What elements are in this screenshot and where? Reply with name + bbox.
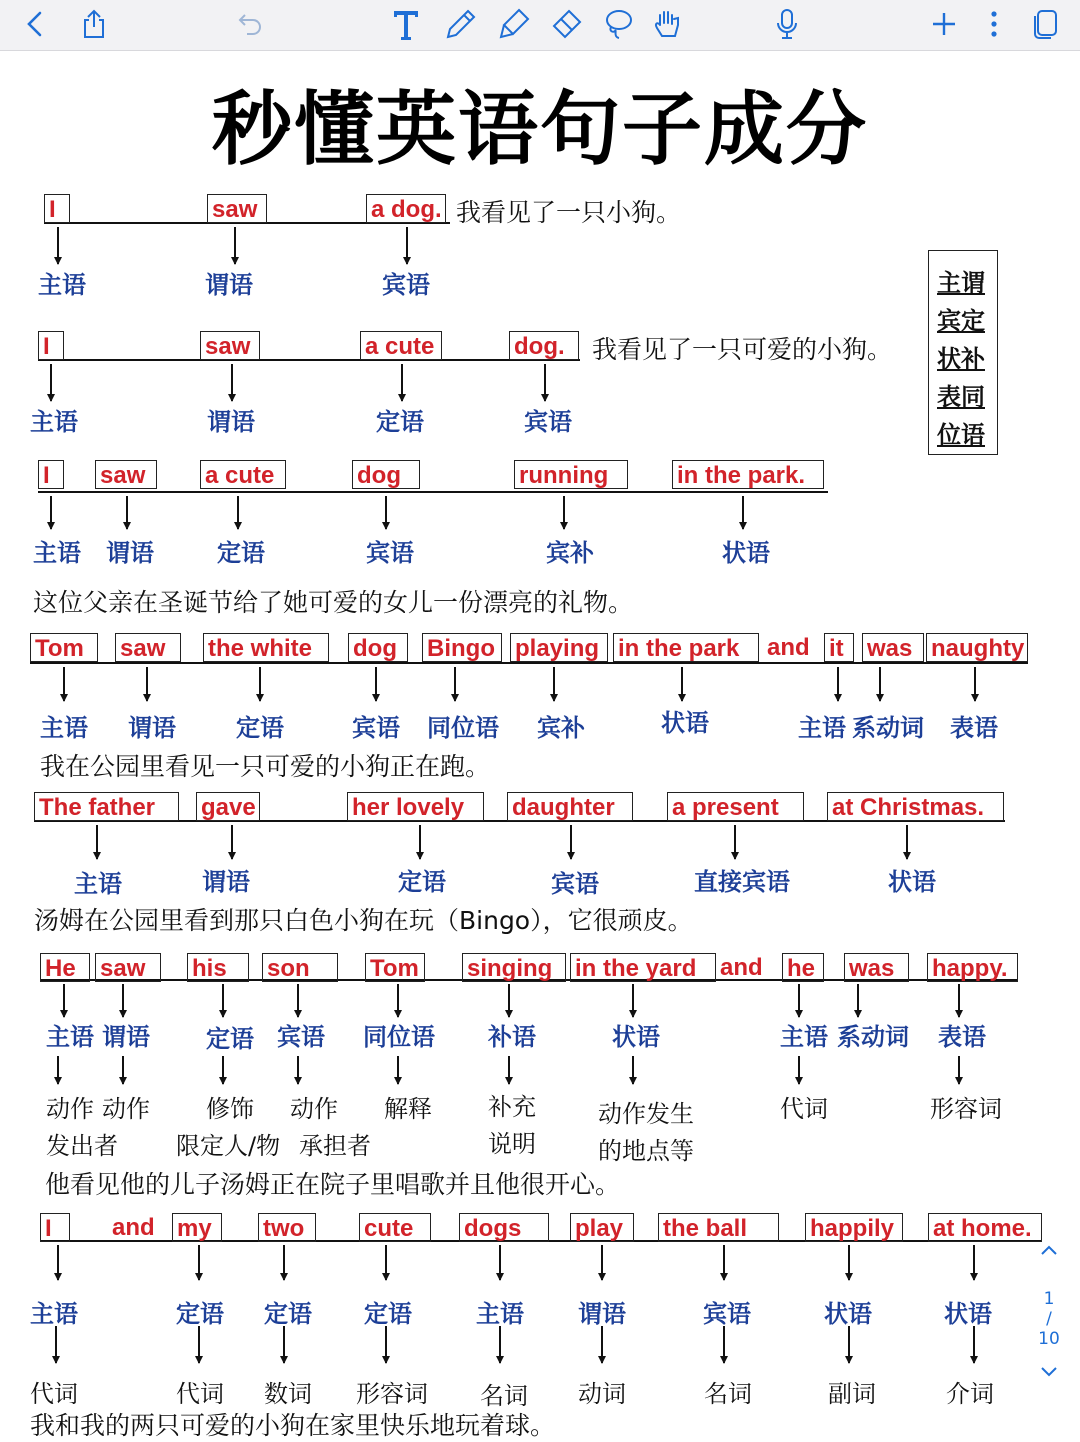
role-label: 主语 [38, 271, 86, 299]
word-box: my [172, 1213, 222, 1242]
word-box: dog [348, 633, 408, 662]
role-label: 定语 [217, 539, 265, 567]
word-text: and [767, 634, 810, 661]
pos-label: 名词 [480, 1382, 528, 1410]
translation: 我和我的两只可爱的小狗在家里快乐地玩着球。 [30, 1411, 556, 1440]
role-label: 主语 [798, 714, 846, 742]
note-label: 说明 [488, 1130, 536, 1158]
word-box: at Christmas. [827, 792, 1004, 821]
role-label: 宾语 [382, 271, 430, 299]
role-label: 补语 [488, 1023, 536, 1051]
role-label: 宾补 [537, 714, 585, 742]
role-label: 宾语 [703, 1300, 751, 1328]
translation: 我看见了一只可爱的小狗。 [592, 335, 893, 364]
word-box: at home. [928, 1213, 1042, 1242]
add-icon[interactable] [928, 4, 960, 44]
word-box: singing [462, 953, 566, 982]
page-title: 秒懂英语句子成分 [212, 82, 868, 176]
legend-item: 宾定 [937, 307, 985, 335]
note-label: 代词 [780, 1095, 828, 1123]
role-label: 谓语 [128, 714, 176, 742]
word-box: in the yard [570, 953, 716, 982]
word-box: was [862, 633, 924, 662]
word-text: and [720, 954, 763, 981]
role-label: 表语 [938, 1023, 986, 1051]
word-box: Bingo [422, 633, 502, 662]
role-label: 定语 [236, 714, 284, 742]
role-label: 状语 [661, 709, 709, 737]
role-label: 系动词 [837, 1023, 909, 1051]
note-label: 发出者 [46, 1132, 118, 1160]
role-label: 谓语 [202, 868, 250, 896]
note-label: 限定人/物 [176, 1132, 281, 1160]
word-box: in the park. [672, 460, 824, 489]
word-box: it [824, 633, 854, 662]
word-box: Tom [365, 953, 425, 982]
word-box: the ball [658, 1213, 779, 1242]
note-label: 动作 [290, 1095, 338, 1123]
role-label: 主语 [46, 1023, 94, 1051]
word-box: saw [95, 953, 161, 982]
word-box: dog. [509, 331, 579, 360]
role-label: 谓语 [205, 271, 253, 299]
legend-item: 位语 [937, 421, 985, 449]
role-label: 宾语 [277, 1023, 325, 1051]
role-label: 主语 [780, 1023, 828, 1051]
role-label: 主语 [30, 408, 78, 436]
text-tool-icon[interactable] [388, 4, 424, 44]
word-box: two [258, 1213, 316, 1242]
translation: 汤姆在公园里看到那只白色小狗在玩（Bingo），它很顽皮。 [34, 906, 693, 935]
note-label: 动作发生 [598, 1100, 694, 1128]
pos-label: 副词 [828, 1380, 876, 1408]
legend-item: 表同 [937, 383, 985, 411]
back-icon[interactable] [18, 4, 52, 44]
role-label: 谓语 [578, 1300, 626, 1328]
chevron-up-icon[interactable] [1034, 1241, 1064, 1267]
role-label: 状语 [888, 868, 936, 896]
translation: 这位父亲在圣诞节给了她可爱的女儿一份漂亮的礼物。 [33, 588, 634, 617]
role-label: 同位语 [363, 1023, 435, 1051]
word-box: was [844, 953, 909, 982]
page-separator: / [1046, 1309, 1052, 1329]
word-box: saw [207, 194, 267, 223]
pos-label: 代词 [176, 1380, 224, 1408]
word-box: cute [359, 1213, 431, 1242]
role-label: 表语 [950, 714, 998, 742]
pos-label: 名词 [704, 1380, 752, 1408]
role-label: 同位语 [427, 714, 499, 742]
role-label: 定语 [206, 1025, 254, 1053]
pos-label: 代词 [30, 1380, 78, 1408]
legend-box [928, 250, 998, 455]
role-label: 主语 [476, 1300, 524, 1328]
lasso-icon[interactable] [598, 4, 638, 44]
note-label: 的地点等 [598, 1137, 694, 1165]
role-label: 谓语 [207, 408, 255, 436]
word-text: and [112, 1214, 155, 1241]
role-label: 定语 [264, 1300, 312, 1328]
role-label: 定语 [176, 1300, 224, 1328]
note-label: 动作 [46, 1095, 94, 1123]
role-label: 状语 [824, 1300, 872, 1328]
more-icon[interactable] [982, 4, 1006, 44]
word-box: a cute [200, 460, 286, 489]
role-label: 谓语 [106, 539, 154, 567]
word-box: happily [805, 1213, 903, 1242]
pos-label: 形容词 [356, 1380, 428, 1408]
translation: 我看见了一只小狗。 [456, 198, 682, 227]
mic-icon[interactable] [770, 4, 804, 44]
top-toolbar [0, 0, 1080, 51]
role-label: 主语 [33, 539, 81, 567]
translation: 我在公园里看见一只可爱的小狗正在跑。 [40, 752, 491, 781]
role-label: 宾语 [524, 408, 572, 436]
role-label: 状语 [612, 1023, 660, 1051]
word-box: a dog. [366, 194, 446, 223]
word-box: I [44, 194, 70, 223]
chevron-down-icon[interactable] [1034, 1363, 1064, 1383]
note-label: 动作 [102, 1095, 150, 1123]
note-label: 承担者 [299, 1132, 371, 1160]
role-label: 定语 [376, 408, 424, 436]
word-box: running [514, 460, 628, 489]
word-box: I [38, 460, 64, 489]
note-label: 补充 [488, 1093, 536, 1121]
word-box: saw [115, 633, 181, 662]
role-label: 定语 [364, 1300, 412, 1328]
word-box: in the park [613, 633, 759, 662]
word-box: he [782, 953, 824, 982]
word-box: the white [203, 633, 329, 662]
word-box: naughty [926, 633, 1028, 662]
legend-item: 主谓 [937, 269, 985, 297]
word-box: her lovely [347, 792, 484, 821]
role-label: 直接宾语 [694, 868, 790, 896]
legend-item: 状补 [937, 345, 985, 373]
word-box: his [187, 953, 249, 982]
word-box: The father [34, 792, 179, 821]
page-indicator [1034, 1241, 1064, 1383]
highlighter-icon[interactable] [494, 4, 534, 44]
role-label: 主语 [74, 870, 122, 898]
word-box: I [38, 331, 64, 360]
role-label: 宾语 [551, 870, 599, 898]
page-total: 10 [1038, 1329, 1060, 1349]
translation: 他看见他的儿子汤姆正在院子里唱歌并且他很开心。 [45, 1170, 621, 1199]
pos-label: 介词 [946, 1380, 994, 1408]
note-label: 解释 [384, 1095, 432, 1123]
page-current: 1 [1043, 1289, 1055, 1309]
word-box: gave [196, 792, 260, 821]
word-box: playing [510, 633, 608, 662]
word-box: He [40, 953, 90, 982]
word-box: happy. [927, 953, 1018, 982]
pos-label: 数词 [264, 1380, 312, 1408]
pages-icon[interactable] [1028, 4, 1062, 44]
eraser-icon[interactable] [546, 4, 586, 44]
note-label: 修饰 [206, 1095, 254, 1123]
word-box: play [570, 1213, 634, 1242]
word-box: I [40, 1213, 70, 1242]
word-box: Tom [30, 633, 98, 662]
role-label: 定语 [398, 868, 446, 896]
role-label: 宾补 [546, 539, 594, 567]
role-label: 宾语 [352, 714, 400, 742]
role-label: 宾语 [366, 539, 414, 567]
word-box: saw [200, 331, 260, 360]
word-box: daughter [507, 792, 633, 821]
word-box: son [262, 953, 338, 982]
pos-label: 动词 [578, 1380, 626, 1408]
role-label: 状语 [944, 1300, 992, 1328]
role-label: 状语 [722, 539, 770, 567]
word-box: dogs [459, 1213, 549, 1242]
word-box: dog [352, 460, 420, 489]
role-label: 主语 [40, 714, 88, 742]
word-box: a present [667, 792, 804, 821]
note-page [0, 51, 1080, 1441]
word-box: saw [95, 460, 157, 489]
role-label: 主语 [30, 1300, 78, 1328]
hand-icon[interactable] [648, 4, 688, 44]
share-icon[interactable] [76, 4, 112, 44]
role-label: 系动词 [852, 714, 924, 742]
role-label: 谓语 [102, 1023, 150, 1051]
word-box: a cute [360, 331, 442, 360]
undo-icon[interactable] [232, 4, 268, 44]
note-label: 形容词 [930, 1095, 1002, 1123]
pen-icon[interactable] [442, 4, 480, 44]
